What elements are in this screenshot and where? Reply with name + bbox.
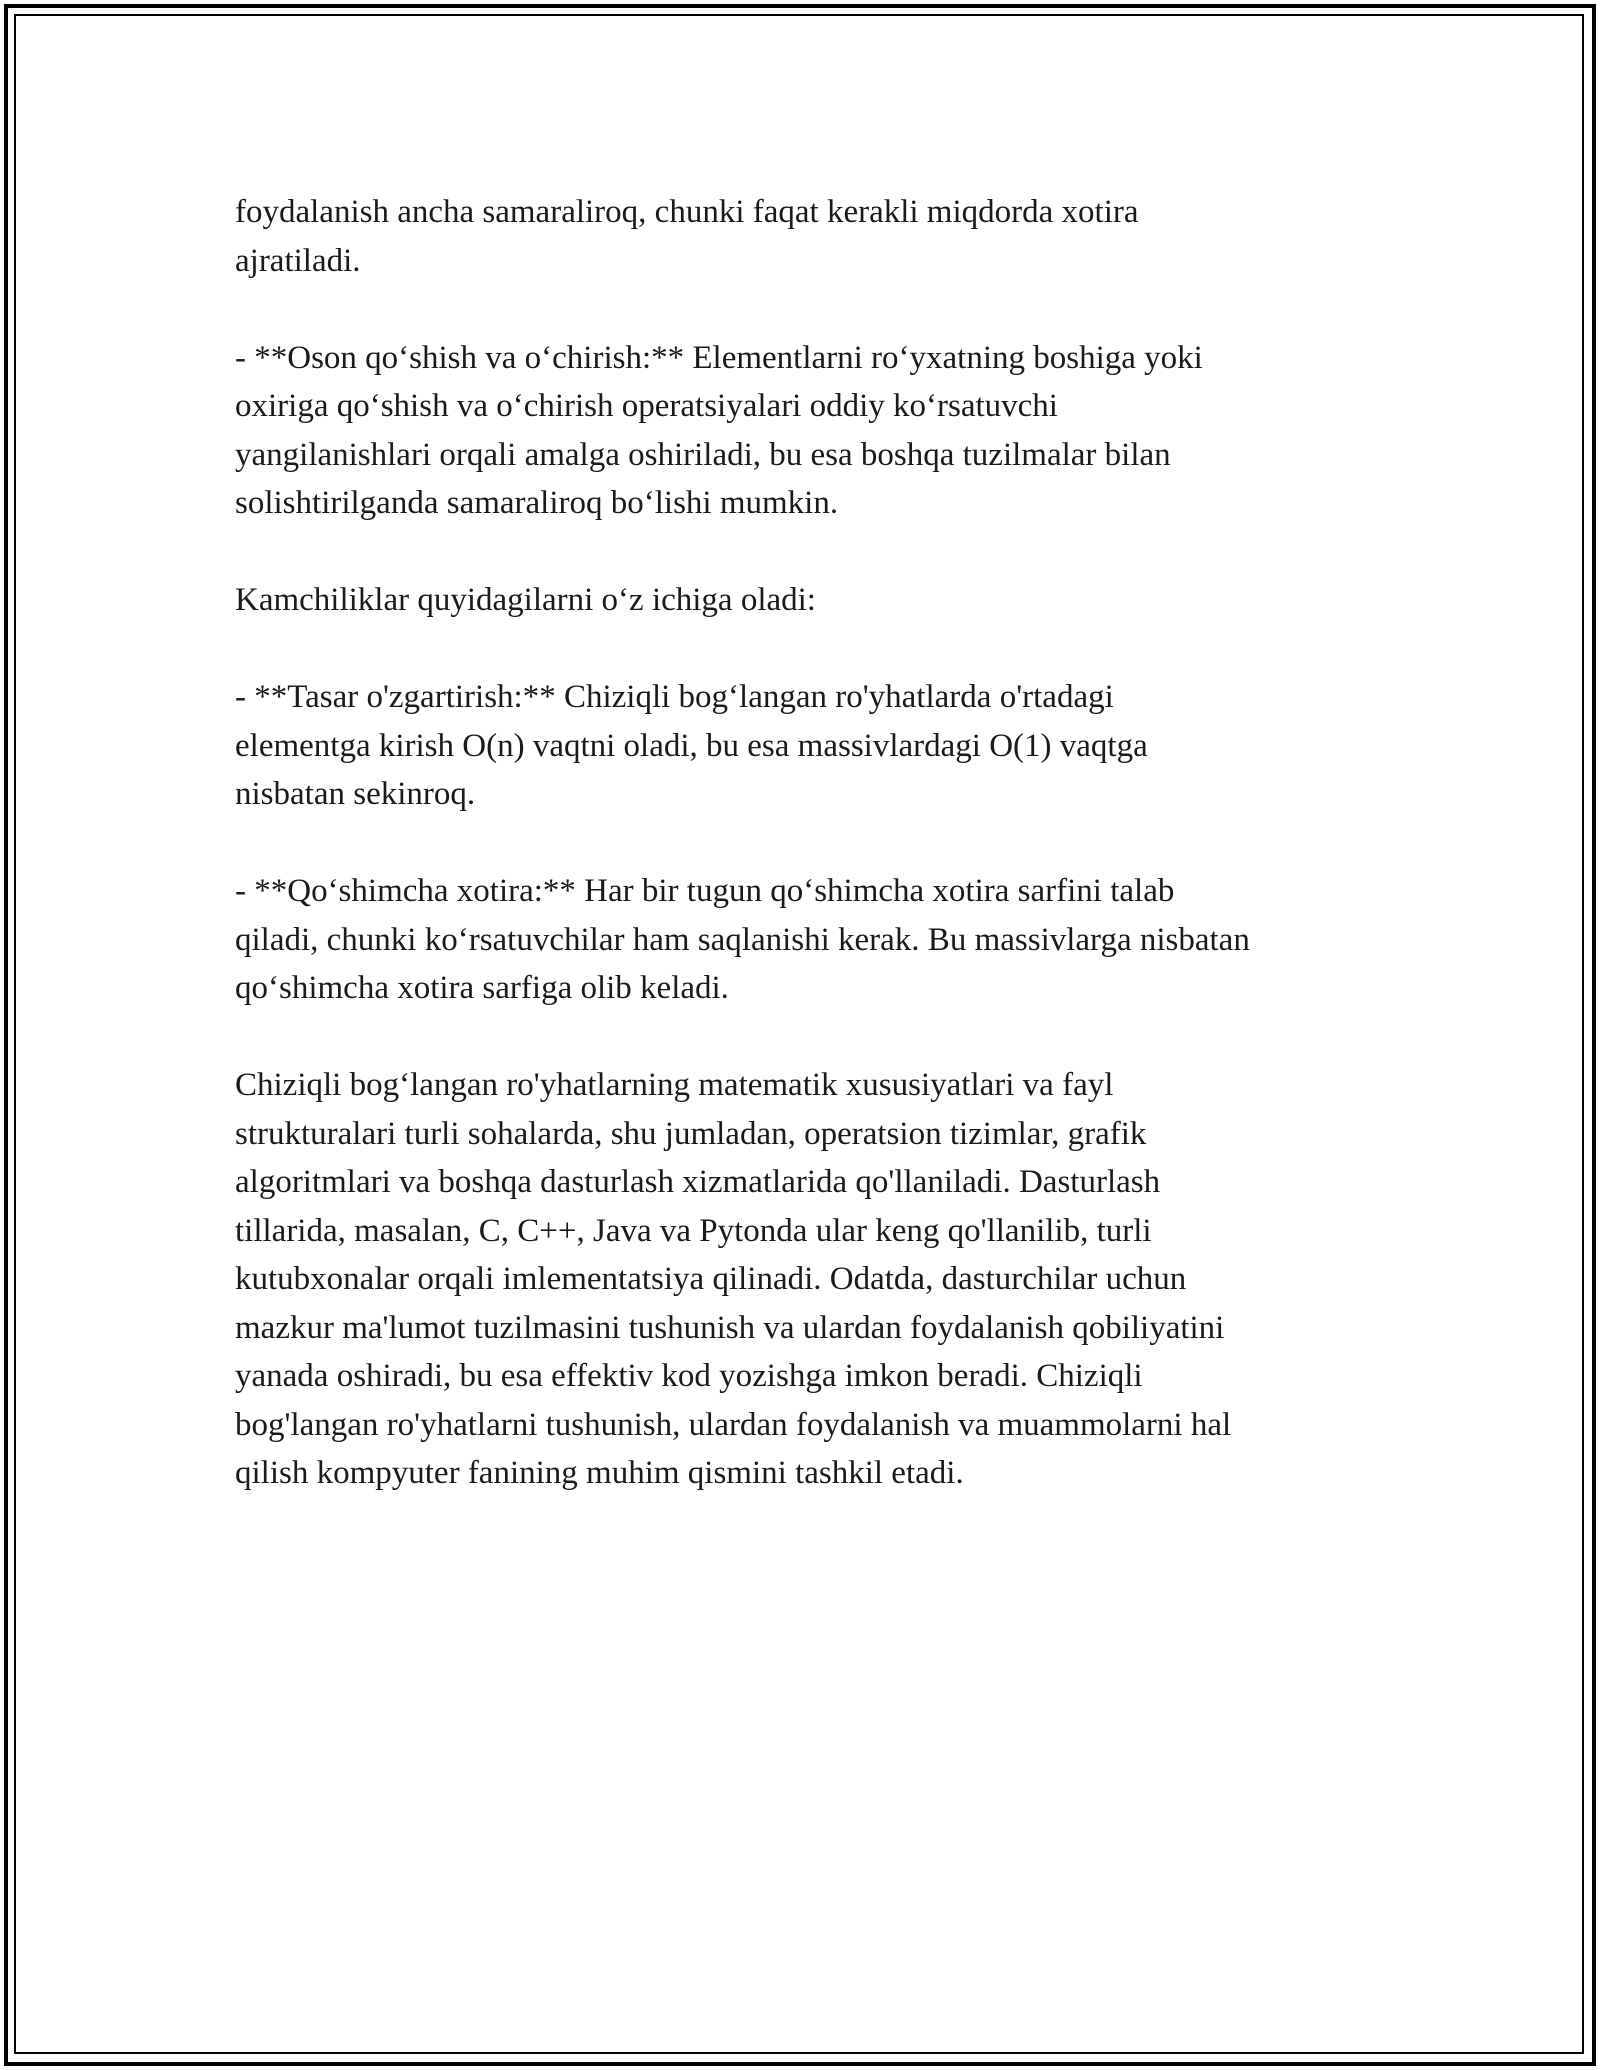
text-line: oxiriga qo‘shish va o‘chirish operatsiyalari oddiy ko‘rsatuvchi (235, 388, 1058, 424)
text-line: qiladi, chunki ko‘rsatuvchilar ham saqlanishi kerak. Bu massivlarga nisbatan (235, 921, 1250, 958)
text-line: kutubxonalar orqali imlementatsiya qilinadi. Odatda, dasturchilar uchun (235, 1261, 1187, 1297)
text-line: tillarida, masalan, C, C++, Java va Pytonda ular keng qo'llanilib, turli (235, 1212, 1152, 1249)
text-line: strukturalari turli sohalarda, shu jumladan, operatsion tizimlar, grafik (235, 1115, 1147, 1152)
text-line: Chiziqli bog‘langan ro'yhatlarning matematik xususiyatlari va fayl (235, 1067, 1114, 1103)
text-line: - **Qo‘shimcha xotira:** Har bir tugun qo‘shimcha xotira sarfini talab (235, 873, 1175, 909)
text-line: - **Tasar o'zgartirish:** Chiziqli bog‘langan ro'yhatlarda o'rtadagi (235, 679, 1114, 715)
paragraph-memory-efficiency (235, 188, 1385, 285)
text-line: yanada oshiradi, bu esa effektiv kod yozishga imkon beradi. Chiziqli (235, 1358, 1143, 1394)
text-line: foydalanish ancha samaraliroq, chunki faqat kerakli miqdorda xotira (235, 194, 1139, 230)
text-line: solishtirilganda samaraliroq bo‘lishi mumkin. (235, 485, 839, 521)
text-line: qilish kompyuter fanining muhim qismini tashkil etadi. (235, 1455, 964, 1491)
text-line: qo‘shimcha xotira sarfiga olib keladi. (235, 970, 729, 1006)
text-line: mazkur ma'lumot tuzilmasini tushunish va ulardan foydalanish qobiliyatini (235, 1309, 1225, 1346)
text-line: elementga kirish O(n) vaqtni oladi, bu esa massivlardagi O(1) vaqtga (235, 727, 1148, 764)
text-line: yangilanishlari orqali amalga oshiriladi, bu esa boshqa tuzilmalar bilan (235, 436, 1171, 473)
paragraph-slow-access (235, 673, 1385, 819)
paragraph-easy-insert-delete (235, 334, 1385, 528)
document-body (235, 188, 1385, 1546)
paragraph-disadvantages-intro (235, 576, 1385, 625)
text-line: algoritmlari va boshqa dasturlash xizmatlarida qo'llaniladi. Dasturlash (235, 1164, 1161, 1200)
text-line: bog'langan ro'yhatlarni tushunish, ulardan foydalanish va muammolarni hal (235, 1406, 1232, 1443)
text-line: Kamchiliklar quyidagilarni o‘z ichiga oladi: (235, 582, 816, 618)
text-line: nisbatan sekinroq. (235, 776, 476, 812)
text-line: ajratiladi. (235, 242, 361, 279)
paragraph-applications (235, 1061, 1385, 1498)
paragraph-extra-memory (235, 867, 1385, 1013)
text-line: - **Oson qo‘shish va o‘chirish:** Elementlarni ro‘yxatning boshiga yoki (235, 339, 1203, 376)
